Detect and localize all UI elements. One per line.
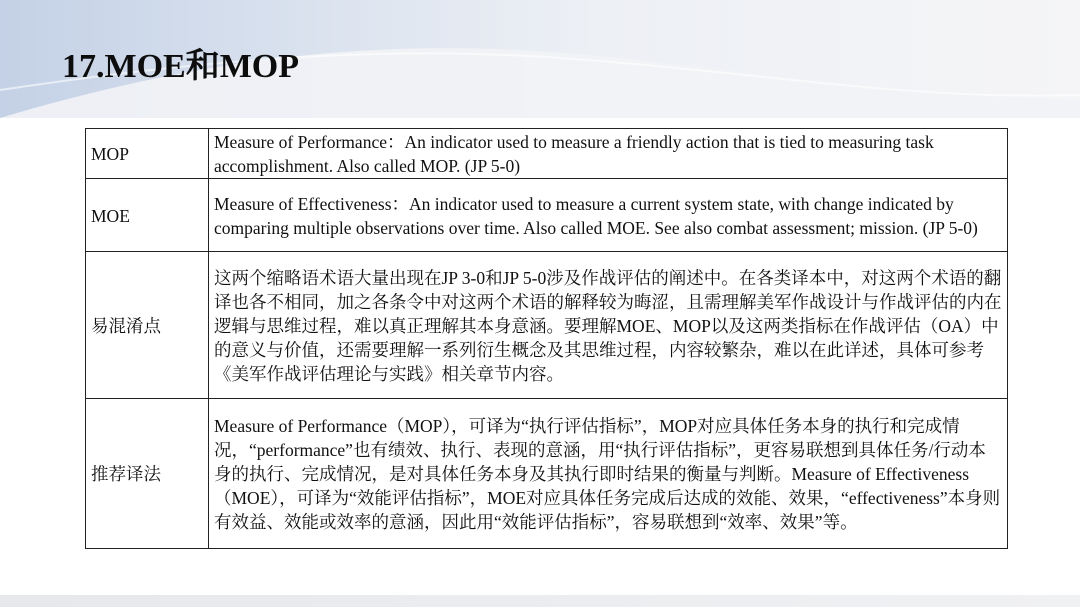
table-row-translation — [86, 399, 1008, 549]
definition-table — [85, 128, 1008, 549]
definition-cell: Measure of Performance：An indicator used to measure a friendly action that is tied to measuring task accomplishment. Also called MOP. (JP 5-0) — [209, 129, 1008, 179]
table-row-confusion — [86, 252, 1008, 399]
definition-cell: Measure of Effectiveness：An indicator used to measure a current system state, with change indicated by comparing multiple observations over time. Also called MOE. See also combat assessment; mission. (JP 5-0) — [209, 179, 1008, 252]
definition-cell: 这两个缩略语术语大量出现在JP 3-0和JP 5-0涉及作战评估的阐述中。在各类译本中，对这两个术语的翻译也各不相同，加之各条令中对这两个术语的解释较为晦涩，且需理解美军作战设计与作战评估的内在逻辑与思维过程，难以真正理解其本身意涵。要理解MOE、MOP以及这两类指标在作战评估（OA）中的意义与价值，还需要理解一系列衍生概念及其思维过程，内容较繁杂，难以在此详述，具体可参考《美军作战评估理论与实践》相关章节内容。 — [209, 252, 1008, 399]
table-row-mop — [86, 129, 1008, 179]
term-cell: 推荐译法 — [86, 399, 209, 549]
definition-cell: Measure of Performance（MOP），可译为“执行评估指标”，MOP对应具体任务本身的执行和完成情况，“performance”也有绩效、执行、表现的意涵，用“执行评估指标”，更容易联想到具体任务/行动本身的执行、完成情况，是对具体任务本身及其执行即时结果的衡量与判断。Measure of Effectiveness（MOE），可译为“效能评估指标”，MOE对应具体任务完成后达成的效能、效果，“effectiveness”本身则有效益、效能或效率的意涵，因此用“效能评估指标”，容易联想到“效率、效果”等。 — [209, 399, 1008, 549]
table-row-moe — [86, 179, 1008, 252]
term-cell: MOE — [86, 179, 209, 252]
term-cell: 易混淆点 — [86, 252, 209, 399]
bottom-band — [0, 595, 1080, 607]
slide-title: 17.MOE和MOP — [62, 48, 300, 85]
term-cell: MOP — [86, 129, 209, 179]
